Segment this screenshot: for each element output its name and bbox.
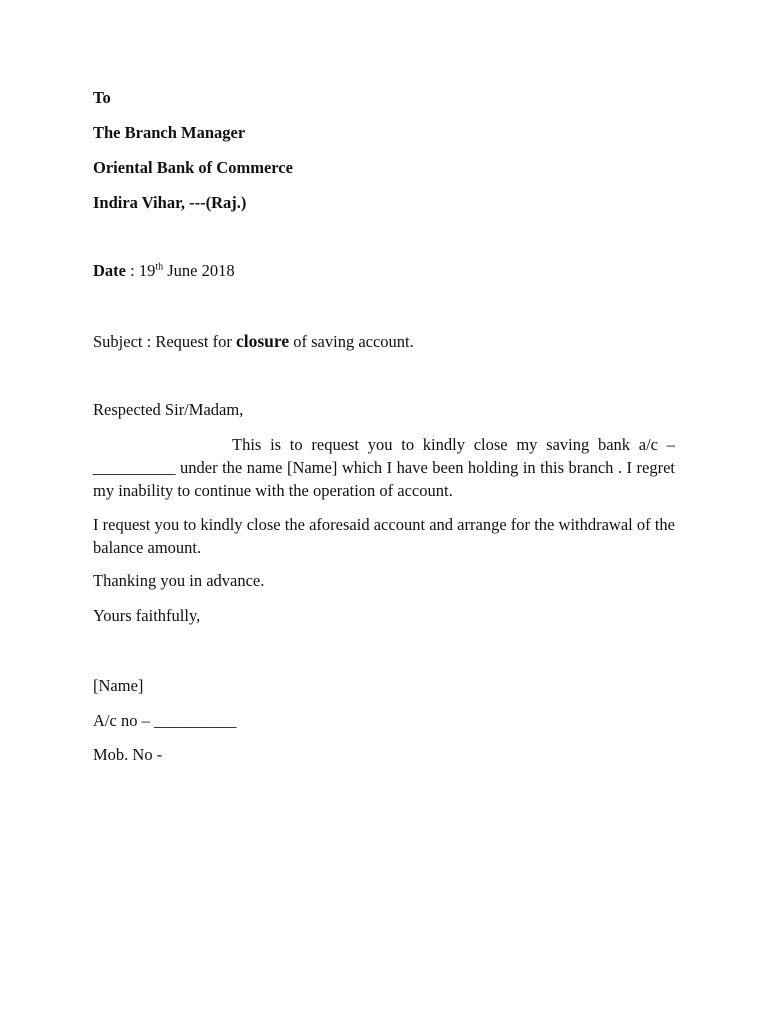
body-paragraph-1-text: This is to request you to kindly close my saving bank a/c – __________ under the name [Name] which I have been holding in this branch . I regret my inability to continue with the operation of account.: [93, 435, 675, 500]
subject-line: [93, 329, 414, 354]
sender-name: [Name]: [93, 676, 144, 695]
thanks-line: Thanking you in advance.: [93, 571, 265, 590]
date-suffix: th: [155, 261, 164, 273]
date-day: : 19: [125, 261, 156, 280]
date-rest: June 2018: [163, 261, 235, 280]
body-paragraph-1: [93, 433, 675, 502]
salutation: Respected Sir/Madam,: [93, 400, 244, 419]
mobile-number: Mob. No -: [93, 745, 163, 764]
body-paragraph-2: I request you to kindly close the aforesaid account and arrange for the withdrawal of the balance amount.: [93, 515, 675, 557]
subject-emphasis: closure: [235, 331, 290, 351]
date-line: [93, 259, 235, 282]
bank-line: Oriental Bank of Commerce: [93, 158, 293, 177]
subject-suffix: of saving account.: [289, 332, 414, 351]
address-line: Indira Vihar, ---(Raj.): [93, 193, 247, 212]
subject-prefix: Subject : Request for: [93, 332, 236, 351]
recipient-line: The Branch Manager: [93, 123, 246, 142]
closing-line: Yours faithfully,: [93, 606, 201, 625]
account-number: A/c no – __________: [93, 711, 237, 730]
to-line: To: [93, 88, 111, 107]
date-label: Date: [93, 261, 126, 280]
